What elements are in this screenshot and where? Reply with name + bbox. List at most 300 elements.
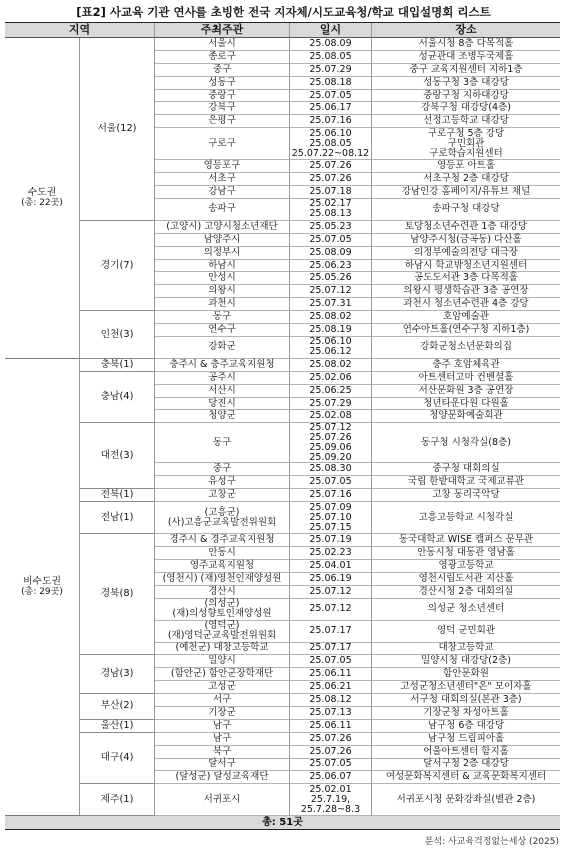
- venue-line: 동국대학교 WISE 캠퍼스 문무관: [398, 533, 534, 545]
- date-line: 25.02.06: [309, 371, 352, 383]
- date-line: 25.06.10: [309, 127, 352, 139]
- date-line: 25.07.12: [309, 585, 352, 597]
- venue-line: 영등포 아트홀: [436, 160, 496, 172]
- host-cell: [155, 771, 290, 784]
- date-cell: [290, 621, 372, 643]
- date-line: 25.04.01: [309, 559, 352, 571]
- venue-cell: [372, 643, 560, 656]
- host-line: 남구: [212, 719, 232, 731]
- region-cell: [80, 694, 155, 720]
- venue-cell: [372, 410, 560, 423]
- venue-line: 영천시립도서관 지산홀: [418, 572, 514, 584]
- date-line: 25.08.05: [309, 137, 352, 149]
- host-line: 고창군: [208, 489, 236, 501]
- host-line: 강화군: [208, 341, 236, 353]
- venue-line: 의정부예술의전당 대극장: [414, 246, 518, 258]
- date-cell: [290, 90, 372, 103]
- host-cell: [155, 463, 290, 476]
- host-line: 중구: [212, 63, 232, 75]
- host-line: 서산시: [208, 384, 236, 396]
- date-line: 25.06.25: [309, 384, 352, 396]
- region-cell: [80, 311, 155, 359]
- venue-line: 고성군청소년센터"온" 모이자홀: [400, 681, 532, 693]
- date-line: 25.08.12: [309, 694, 352, 705]
- host-cell: [155, 398, 290, 411]
- host-cell: [155, 476, 290, 489]
- venue-line: 함안문화원: [443, 668, 489, 680]
- host-line: 서울시: [208, 37, 236, 49]
- host-line: 경산시: [208, 585, 236, 597]
- region-cell: [80, 489, 155, 502]
- venue-cell: [372, 771, 560, 784]
- venue-line: 구로학습지원센터: [429, 147, 503, 159]
- date-cell: [290, 324, 372, 337]
- host-line: 북구: [212, 745, 232, 757]
- host-line: 영주교육지원청: [189, 559, 255, 571]
- date-cell: [290, 655, 372, 668]
- venue-cell: [372, 221, 560, 234]
- date-line: 25.09.20: [309, 451, 352, 463]
- venue-cell: [372, 547, 560, 560]
- region-label: 제주(1): [100, 793, 134, 805]
- venue-line: 국립 한밭대학교 국제교류관: [407, 476, 525, 488]
- group-name: 비수도권: [23, 576, 61, 588]
- venue-cell: [372, 372, 560, 385]
- date-line: 25.08.09: [309, 37, 352, 49]
- date-line: 25.07.16: [309, 489, 352, 501]
- host-cell: [155, 64, 290, 77]
- venue-cell: [372, 90, 560, 103]
- venue-cell: [372, 621, 560, 643]
- date-line: 25.07.05: [309, 655, 352, 667]
- region-cell: [80, 502, 155, 534]
- date-cell: [290, 423, 372, 463]
- venue-cell: [372, 423, 560, 463]
- venue-line: 충주 호암체육관: [432, 358, 500, 370]
- venue-line: 고흥고등학교 시청각실: [418, 511, 514, 523]
- host-cell: [155, 324, 290, 337]
- header-venue: 장소: [372, 23, 560, 38]
- host-line: 유성구: [208, 476, 236, 488]
- date-line: 25.7.28~8.3: [300, 803, 361, 815]
- venue-line: 강화군청소년문화의집: [420, 341, 512, 353]
- host-line: (영덕군): [204, 620, 240, 631]
- venue-line: 기장군청 차성아트홀: [423, 706, 509, 718]
- date-line: 25.06.19: [309, 572, 352, 584]
- date-cell: [290, 311, 372, 324]
- host-line: 남구: [212, 732, 232, 744]
- date-line: 25.02.17: [309, 198, 352, 210]
- region-label: 충북(1): [100, 358, 134, 370]
- host-cell: [155, 385, 290, 398]
- venue-line: 서귀포시청 문화강좌실(별관 2층): [396, 793, 536, 805]
- date-line: 25.08.19: [309, 323, 352, 335]
- date-cell: [290, 298, 372, 311]
- date-line: 25.07.26: [309, 431, 352, 443]
- date-line: 25.06.17: [309, 102, 352, 114]
- venue-cell: [372, 502, 560, 534]
- region-label: 전북(1): [100, 489, 134, 501]
- date-line: 25.08.09: [309, 246, 352, 258]
- date-cell: [290, 733, 372, 746]
- date-line: 25.06.11: [309, 719, 352, 731]
- host-cell: [155, 298, 290, 311]
- region-cell: [80, 784, 155, 816]
- date-cell: [290, 38, 372, 51]
- date-line: 25.08.30: [309, 463, 352, 475]
- venue-cell: [372, 260, 560, 273]
- date-cell: [290, 681, 372, 694]
- venue-cell: [372, 186, 560, 199]
- date-cell: [290, 599, 372, 621]
- host-line: 청양군: [208, 410, 236, 422]
- date-cell: [290, 199, 372, 221]
- venue-line: 밀양시청 대강당(2층): [421, 655, 511, 667]
- host-line: 안성시: [208, 272, 236, 284]
- venue-cell: [372, 489, 560, 502]
- date-cell: [290, 476, 372, 489]
- host-cell: [155, 681, 290, 694]
- host-line: 은평구: [208, 115, 236, 127]
- host-line: 밀양시: [208, 655, 236, 667]
- date-line: 25.07.26: [309, 173, 352, 185]
- date-cell: [290, 463, 372, 476]
- host-line: (고양시) 고양시청소년재단: [166, 220, 278, 232]
- host-cell: [155, 186, 290, 199]
- host-line: 과천시: [208, 298, 236, 310]
- date-line: 25.07.19: [309, 533, 352, 545]
- venue-cell: [372, 746, 560, 759]
- host-cell: [155, 759, 290, 772]
- host-line: (재)영덕군교육발전위원회: [167, 630, 277, 641]
- date-line: 25.09.06: [309, 441, 352, 453]
- venue-line: 아트센터고마 컨벤셜홀: [418, 371, 514, 383]
- venue-cell: [372, 707, 560, 720]
- venue-cell: [372, 77, 560, 90]
- host-cell: [155, 337, 290, 359]
- host-cell: [155, 643, 290, 656]
- region-label: 충남(4): [100, 391, 134, 403]
- host-cell: [155, 90, 290, 103]
- venue-cell: [372, 694, 560, 707]
- date-line: 25.07.17: [309, 642, 352, 654]
- host-cell: [155, 77, 290, 90]
- venue-cell: [372, 599, 560, 621]
- date-line: 25.08.18: [309, 76, 352, 88]
- venue-line: 구로구청 5층 강당: [427, 127, 505, 139]
- venue-line: 여성문화복지센터 & 교육문화복지센터: [385, 771, 547, 783]
- host-cell: [155, 668, 290, 681]
- venue-line: 구민회관: [447, 137, 485, 149]
- date-line: 25.06.07: [309, 771, 352, 783]
- venue-cell: [372, 337, 560, 359]
- host-line: 서초구: [208, 173, 236, 185]
- host-cell: [155, 260, 290, 273]
- venue-line: 토당청소년수련관 1층 대강당: [404, 220, 528, 232]
- host-cell: [155, 534, 290, 547]
- date-cell: [290, 64, 372, 77]
- host-cell: [155, 733, 290, 746]
- group-cell: [5, 359, 80, 816]
- venue-cell: [372, 160, 560, 173]
- host-cell: [155, 720, 290, 733]
- host-cell: [155, 573, 290, 586]
- host-line: 강북구: [208, 102, 236, 114]
- date-line: 25.07.12: [309, 603, 352, 614]
- date-cell: [290, 115, 372, 128]
- host-line: (의성군): [204, 598, 240, 609]
- date-line: 25.05.23: [309, 220, 352, 232]
- date-cell: [290, 160, 372, 173]
- region-label: 경기(7): [100, 259, 134, 271]
- host-cell: [155, 599, 290, 621]
- table-caption: [표2] 사교육 기관 연사를 초빙한 전국 지자체/시도교육청/학교 대입설명회 리스트: [76, 5, 491, 19]
- date-line: 25.07.26: [309, 745, 352, 757]
- host-cell: [155, 160, 290, 173]
- region-cell: [80, 38, 155, 221]
- group-cell: [5, 38, 80, 359]
- venue-line: 남구청 드림피아홀: [427, 732, 505, 744]
- venue-line: 경산시청 2층 대회의실: [418, 585, 514, 597]
- region-cell: [80, 655, 155, 694]
- host-cell: [155, 655, 290, 668]
- region-label: 대구(4): [100, 752, 134, 764]
- date-line: 25.07.12: [309, 285, 352, 297]
- date-cell: [290, 77, 372, 90]
- venue-cell: [372, 115, 560, 128]
- date-line: 25.06.11: [309, 668, 352, 680]
- host-line: 남양주시: [203, 233, 241, 245]
- host-line: 구로구: [208, 137, 236, 149]
- date-cell: [290, 720, 372, 733]
- source-note: 분석: 사교육걱정없는세상 (2025): [424, 837, 559, 847]
- date-line: 25.07.26: [309, 732, 352, 744]
- host-line: 서구: [212, 694, 232, 705]
- venue-cell: [372, 398, 560, 411]
- date-cell: [290, 547, 372, 560]
- region-label: 전남(1): [100, 511, 134, 523]
- date-cell: [290, 234, 372, 247]
- date-line: 25.02.23: [309, 546, 352, 558]
- host-cell: [155, 234, 290, 247]
- venue-cell: [372, 199, 560, 221]
- date-line: 25.07.16: [309, 115, 352, 127]
- header-date: 일시: [290, 23, 372, 38]
- date-cell: [290, 759, 372, 772]
- host-line: (함안군) 함안군장학재단: [170, 668, 274, 680]
- date-line: 25.08.02: [309, 358, 352, 370]
- date-line: 25.06.12: [309, 346, 352, 358]
- host-cell: [155, 372, 290, 385]
- region-cell: [80, 720, 155, 733]
- region-label: 서울(12): [97, 122, 137, 134]
- date-cell: [290, 694, 372, 707]
- date-cell: [290, 359, 372, 372]
- date-cell: [290, 285, 372, 298]
- host-line: 강남구: [208, 185, 236, 197]
- date-cell: [290, 573, 372, 586]
- venue-line: 과천시 청소년수련관 4층 강당: [403, 298, 529, 310]
- region-label: 경북(8): [100, 588, 134, 600]
- host-line: 중구: [212, 463, 232, 475]
- host-cell: [155, 502, 290, 534]
- group-name: 수도권: [27, 186, 57, 198]
- venue-cell: [372, 324, 560, 337]
- venue-line: 남구청 6층 대강당: [427, 719, 505, 731]
- venue-line: 의왕시 평생학습관 3층 공연장: [403, 285, 529, 297]
- header-region: 지역: [5, 23, 155, 38]
- date-line: 25.07.10: [309, 511, 352, 523]
- date-line: 25.02.08: [309, 410, 352, 422]
- region-label: 인천(3): [100, 328, 134, 340]
- host-line: 송파구: [208, 203, 236, 215]
- date-cell: [290, 247, 372, 260]
- date-cell: [290, 186, 372, 199]
- host-line: 기장군: [208, 706, 236, 718]
- venue-line: 서초구청 2층 대강당: [423, 173, 509, 185]
- venue-line: 연수아트홀(연수구청 지하1층): [402, 323, 530, 335]
- host-cell: [155, 746, 290, 759]
- venue-line: 호암예술관: [443, 311, 489, 323]
- host-line: 동구: [212, 436, 232, 448]
- host-cell: [155, 199, 290, 221]
- date-cell: [290, 771, 372, 784]
- venue-line: 서구청 대회의실(본관 3층): [410, 694, 522, 705]
- date-cell: [290, 534, 372, 547]
- date-line: 25.08.02: [309, 311, 352, 323]
- venue-line: 달서구청 2층 대강당: [423, 758, 509, 770]
- host-line: 경주시 & 경주교육지원청: [169, 533, 275, 545]
- date-cell: [290, 502, 372, 534]
- venue-cell: [372, 359, 560, 372]
- venue-cell: [372, 247, 560, 260]
- date-line: 25.02.01: [309, 783, 352, 795]
- group-total: (총: 22곳): [21, 197, 63, 208]
- host-line: 달서구: [208, 758, 236, 770]
- host-line: 안동시: [208, 546, 236, 558]
- venue-line: 청양문화예술회관: [429, 410, 503, 422]
- venue-cell: [372, 128, 560, 160]
- venue-cell: [372, 720, 560, 733]
- venue-line: 영광고등학교: [438, 559, 494, 571]
- venue-cell: [372, 463, 560, 476]
- host-line: 당진시: [208, 397, 236, 409]
- date-line: 25.07.05: [309, 89, 352, 101]
- date-line: 25.07.26: [309, 160, 352, 172]
- date-cell: [290, 272, 372, 285]
- venue-line: 서울시청 8층 다목적홀: [418, 37, 514, 49]
- venue-line: 중랑구청 지하대강당: [423, 89, 509, 101]
- date-cell: [290, 489, 372, 502]
- date-line: 25.07.17: [309, 625, 352, 636]
- date-cell: [290, 398, 372, 411]
- host-cell: [155, 547, 290, 560]
- venue-cell: [372, 560, 560, 573]
- venue-line: 의성군 청소년센터: [427, 603, 505, 614]
- venue-line: 성균관대 조병두국제홀: [418, 50, 514, 62]
- venue-cell: [372, 668, 560, 681]
- host-cell: [155, 311, 290, 324]
- event-table: [5, 22, 560, 830]
- venue-line: 청년타운다원 다원홀: [423, 397, 509, 409]
- venue-cell: [372, 51, 560, 64]
- host-cell: [155, 272, 290, 285]
- date-cell: [290, 385, 372, 398]
- date-line: 25.07.22~08.12: [291, 147, 370, 159]
- venue-line: 송파구청 대강당: [432, 203, 500, 215]
- host-cell: [155, 38, 290, 51]
- region-label: 울산(1): [100, 719, 134, 731]
- region-cell: [80, 221, 155, 311]
- venue-cell: [372, 285, 560, 298]
- date-cell: [290, 173, 372, 186]
- venue-line: 강남인강 홈페이지/유튜브 채널: [401, 185, 531, 197]
- host-line: 동구: [212, 311, 232, 323]
- date-line: 25.07.09: [309, 501, 352, 513]
- date-line: 25.07.15: [309, 521, 352, 533]
- venue-cell: [372, 173, 560, 186]
- host-line: 영등포구: [203, 160, 241, 172]
- date-cell: [290, 372, 372, 385]
- venue-line: 대창고등학교: [438, 642, 494, 654]
- host-line: 공주시: [208, 371, 236, 383]
- venue-cell: [372, 272, 560, 285]
- venue-cell: [372, 102, 560, 115]
- venue-cell: [372, 311, 560, 324]
- host-cell: [155, 694, 290, 707]
- date-line: 25.07.13: [309, 706, 352, 718]
- host-line: (고흥군): [204, 506, 240, 518]
- date-cell: [290, 643, 372, 656]
- host-line: 성동구: [208, 76, 236, 88]
- host-cell: [155, 707, 290, 720]
- venue-line: 중구청 대회의실: [432, 463, 500, 475]
- venue-cell: [372, 573, 560, 586]
- venue-line: 하남시 학교밖청소년지원센터: [404, 259, 528, 271]
- host-cell: [155, 423, 290, 463]
- host-line: (영천시) (재)영천인재양성원: [162, 572, 282, 584]
- date-cell: [290, 128, 372, 160]
- venue-cell: [372, 784, 560, 816]
- venue-line: 선정고등학교 대강당: [423, 115, 509, 127]
- host-line: 서귀포시: [203, 793, 241, 805]
- venue-line: 동구청 시청각실(8층): [421, 436, 511, 448]
- venue-cell: [372, 38, 560, 51]
- date-cell: [290, 707, 372, 720]
- venue-line: 안동시청 대동관 영남홀: [417, 546, 515, 558]
- host-line: 중랑구: [208, 89, 236, 101]
- host-cell: [155, 410, 290, 423]
- host-line: 고성군: [208, 681, 236, 693]
- date-cell: [290, 668, 372, 681]
- venue-cell: [372, 64, 560, 77]
- date-cell: [290, 586, 372, 599]
- region-cell: [80, 733, 155, 785]
- venue-line: 남양주시청(금곡동) 다산홀: [410, 233, 522, 245]
- region-label: 대전(3): [100, 449, 134, 461]
- date-line: 25.07.12: [309, 421, 352, 433]
- date-line: 25.06.10: [309, 336, 352, 348]
- host-line: (예천군) 대창고등학교: [175, 642, 269, 654]
- date-line: 25.07.18: [309, 185, 352, 197]
- venue-line: 고창 동리국악당: [432, 489, 500, 501]
- date-line: 25.08.13: [309, 208, 352, 220]
- venue-line: 서산문화원 3층 공연장: [418, 384, 514, 396]
- date-cell: [290, 337, 372, 359]
- venue-line: 성동구청 3층 대강당: [423, 76, 509, 88]
- host-line: 충주시 & 충주교육지원청: [169, 358, 275, 370]
- venue-line: 공도도서관 3층 다목적홀: [414, 272, 518, 284]
